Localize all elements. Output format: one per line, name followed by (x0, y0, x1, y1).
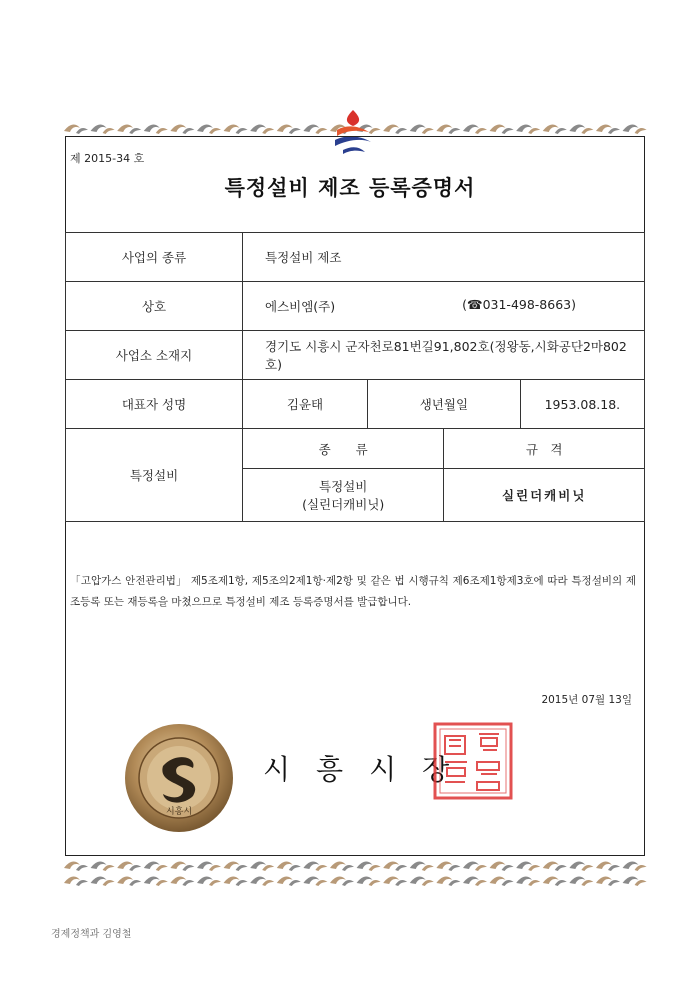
border-wave-mark (224, 125, 240, 132)
border-wave-mark (422, 865, 434, 871)
border-wave-mark (224, 862, 240, 869)
border-wave-mark (262, 865, 274, 871)
border-wave-mark (117, 862, 133, 869)
border-wave-mark (209, 128, 221, 134)
label-equipment: 특정설비 (66, 429, 243, 522)
border-wave-mark (475, 865, 487, 871)
issuer-mayor: 시흥시장 (263, 753, 476, 786)
border-wave-mark (277, 125, 293, 132)
border-wave-mark (436, 862, 452, 869)
border-wave-mark (463, 862, 479, 869)
border-wave-mark (410, 862, 426, 869)
border-wave-mark (395, 128, 407, 134)
header-equipment-type: 종 류 (243, 429, 444, 469)
label-address: 사업소 소재지 (66, 331, 243, 380)
border-wave-mark (303, 862, 319, 869)
value-representative-name: 김윤태 (243, 380, 368, 429)
border-wave-mark (436, 125, 452, 132)
border-wave-mark (608, 880, 620, 886)
border-wave-mark (490, 877, 506, 884)
border-wave-mark (342, 865, 354, 871)
border-wave-mark (635, 865, 647, 871)
border-wave-mark (277, 877, 293, 884)
border-wave-mark (581, 880, 593, 886)
border-wave-mark (250, 125, 266, 132)
border-wave-mark (103, 865, 115, 871)
border-wave-mark (448, 128, 460, 134)
decorative-border-bottom (62, 873, 648, 887)
label-company: 상호 (66, 282, 243, 331)
border-wave-mark (502, 128, 514, 134)
header-equipment-spec: 규 격 (444, 429, 645, 469)
border-wave-mark (448, 865, 460, 871)
border-wave-mark (475, 128, 487, 134)
border-wave-mark (170, 862, 186, 869)
border-wave-mark (262, 128, 274, 134)
border-wave-mark (330, 862, 346, 869)
value-business-type: 특정설비 제조 (243, 233, 645, 282)
border-wave-mark (315, 880, 327, 886)
label-birth-date: 생년월일 (368, 380, 521, 429)
border-wave-mark (581, 128, 593, 134)
border-wave-mark (330, 877, 346, 884)
border-wave-mark (103, 128, 115, 134)
label-representative: 대표자 성명 (66, 380, 243, 429)
border-wave-mark (315, 128, 327, 134)
border-wave-mark (516, 125, 532, 132)
border-wave-mark (608, 865, 620, 871)
footer-text: 경제정책과 김영철 (51, 929, 132, 940)
border-wave-mark (76, 865, 88, 871)
border-wave-mark (555, 865, 567, 871)
border-wave-mark (410, 877, 426, 884)
row-representative (66, 380, 645, 429)
border-wave-mark (463, 877, 479, 884)
border-wave-mark (129, 128, 141, 134)
border-wave-mark (528, 865, 540, 871)
row-company (66, 282, 645, 331)
city-seal-medallion-icon (123, 722, 235, 834)
border-wave-mark (129, 880, 141, 886)
border-wave-mark (623, 877, 639, 884)
border-wave-mark (250, 877, 266, 884)
border-wave-mark (635, 880, 647, 886)
border-wave-mark (395, 880, 407, 886)
row-business-type (66, 233, 645, 282)
border-wave-mark (369, 865, 381, 871)
border-wave-mark (623, 125, 639, 132)
certificate-body-text: 「고압가스 안전관리법」 제5조제1항, 제5조의2제1항·제2항 및 같은 법 시행규칙 제6조제1항제3호에 따라 특정설비의 제조등록 또는 재등록을 마쳤으므로 특정설비 제조 등록증명서를 발급합니다. (70, 575, 636, 608)
border-wave-mark (410, 125, 426, 132)
border-wave-mark (197, 877, 213, 884)
border-wave-mark (581, 865, 593, 871)
border-wave-mark (543, 862, 559, 869)
row-equipment-header (66, 429, 645, 469)
border-wave-mark (357, 877, 373, 884)
issue-date: 2015년 07월 13일 (541, 694, 632, 706)
value-equipment-type (243, 469, 444, 522)
border-wave-mark (502, 880, 514, 886)
company-name: 에스비엠(주) (265, 299, 336, 314)
border-wave-mark (76, 128, 88, 134)
border-wave-mark (144, 125, 160, 132)
border-wave-mark (596, 877, 612, 884)
border-wave-mark (209, 865, 221, 871)
border-wave-mark (197, 862, 213, 869)
border-wave-mark (277, 862, 293, 869)
border-wave-mark (502, 865, 514, 871)
border-wave-mark (182, 865, 194, 871)
border-wave-mark (596, 125, 612, 132)
border-wave-mark (250, 862, 266, 869)
border-wave-mark (516, 862, 532, 869)
seal-emblem-text: 시흥시 (165, 807, 193, 817)
value-company (243, 282, 645, 331)
border-wave-mark (569, 125, 585, 132)
border-wave-mark (383, 877, 399, 884)
border-wave-mark (490, 862, 506, 869)
border-wave-mark (608, 128, 620, 134)
equipment-type-line1: 특정설비 (319, 479, 368, 494)
certificate-info-table (65, 232, 645, 522)
border-wave-mark (596, 862, 612, 869)
border-wave-mark (144, 862, 160, 869)
border-wave-mark (463, 125, 479, 132)
border-wave-mark (91, 877, 107, 884)
border-wave-mark (76, 880, 88, 886)
official-red-seal-icon (433, 722, 513, 800)
border-wave-mark (91, 125, 107, 132)
border-wave-mark (182, 128, 194, 134)
company-phone: (☎031-498-8663) (462, 297, 576, 312)
border-wave-mark (262, 880, 274, 886)
border-wave-mark (117, 877, 133, 884)
border-wave-mark (182, 880, 194, 886)
border-wave-mark (64, 862, 80, 869)
border-wave-mark (129, 865, 141, 871)
border-wave-mark (528, 128, 540, 134)
border-wave-mark (197, 125, 213, 132)
border-wave-mark (64, 125, 80, 132)
border-wave-mark (236, 128, 248, 134)
row-address (66, 331, 645, 380)
border-wave-mark (289, 880, 301, 886)
certificate-number: 제 2015-34 호 (70, 152, 145, 165)
border-wave-mark (555, 128, 567, 134)
border-wave-mark (490, 125, 506, 132)
value-equipment-spec (444, 469, 645, 522)
decorative-border-bottom-upper (62, 858, 648, 872)
border-wave-mark (623, 862, 639, 869)
border-wave-mark (422, 128, 434, 134)
border-wave-mark (236, 865, 248, 871)
border-wave-mark (516, 877, 532, 884)
border-wave-mark (170, 125, 186, 132)
border-wave-mark (635, 128, 647, 134)
border-wave-mark (156, 865, 168, 871)
border-wave-mark (224, 877, 240, 884)
border-wave-mark (569, 862, 585, 869)
border-wave-mark (369, 880, 381, 886)
border-wave-mark (170, 877, 186, 884)
border-wave-mark (475, 880, 487, 886)
border-wave-mark (395, 865, 407, 871)
border-wave-mark (383, 862, 399, 869)
border-wave-mark (528, 880, 540, 886)
border-wave-mark (117, 125, 133, 132)
border-wave-mark (64, 877, 80, 884)
border-wave-mark (209, 880, 221, 886)
border-wave-mark (543, 877, 559, 884)
border-wave-mark (422, 880, 434, 886)
equipment-spec-text: 실린더캐비닛 (501, 488, 587, 503)
label-business-type: 사업의 종류 (66, 233, 243, 282)
equipment-type-line2: (실린더캐비닛) (302, 497, 385, 512)
border-wave-mark (303, 125, 319, 132)
border-wave-mark (555, 880, 567, 886)
border-wave-mark (144, 877, 160, 884)
value-birth-date: 1953.08.18. (520, 380, 644, 429)
border-wave-mark (436, 877, 452, 884)
border-wave-mark (383, 125, 399, 132)
border-wave-mark (569, 877, 585, 884)
value-address: 경기도 시흥시 군자천로81번길91,802호(정왕동,시화공단2마802호) (243, 331, 645, 380)
border-wave-mark (236, 880, 248, 886)
border-wave-mark (103, 880, 115, 886)
border-wave-mark (342, 880, 354, 886)
border-wave-mark (448, 880, 460, 886)
certificate-title: 특정설비 제조 등록증명서 (224, 176, 476, 200)
border-wave-mark (156, 128, 168, 134)
border-wave-mark (289, 865, 301, 871)
border-wave-mark (156, 880, 168, 886)
border-wave-mark (315, 865, 327, 871)
border-wave-mark (303, 877, 319, 884)
border-wave-mark (357, 862, 373, 869)
border-wave-mark (91, 862, 107, 869)
border-wave-mark (543, 125, 559, 132)
border-wave-mark (289, 128, 301, 134)
